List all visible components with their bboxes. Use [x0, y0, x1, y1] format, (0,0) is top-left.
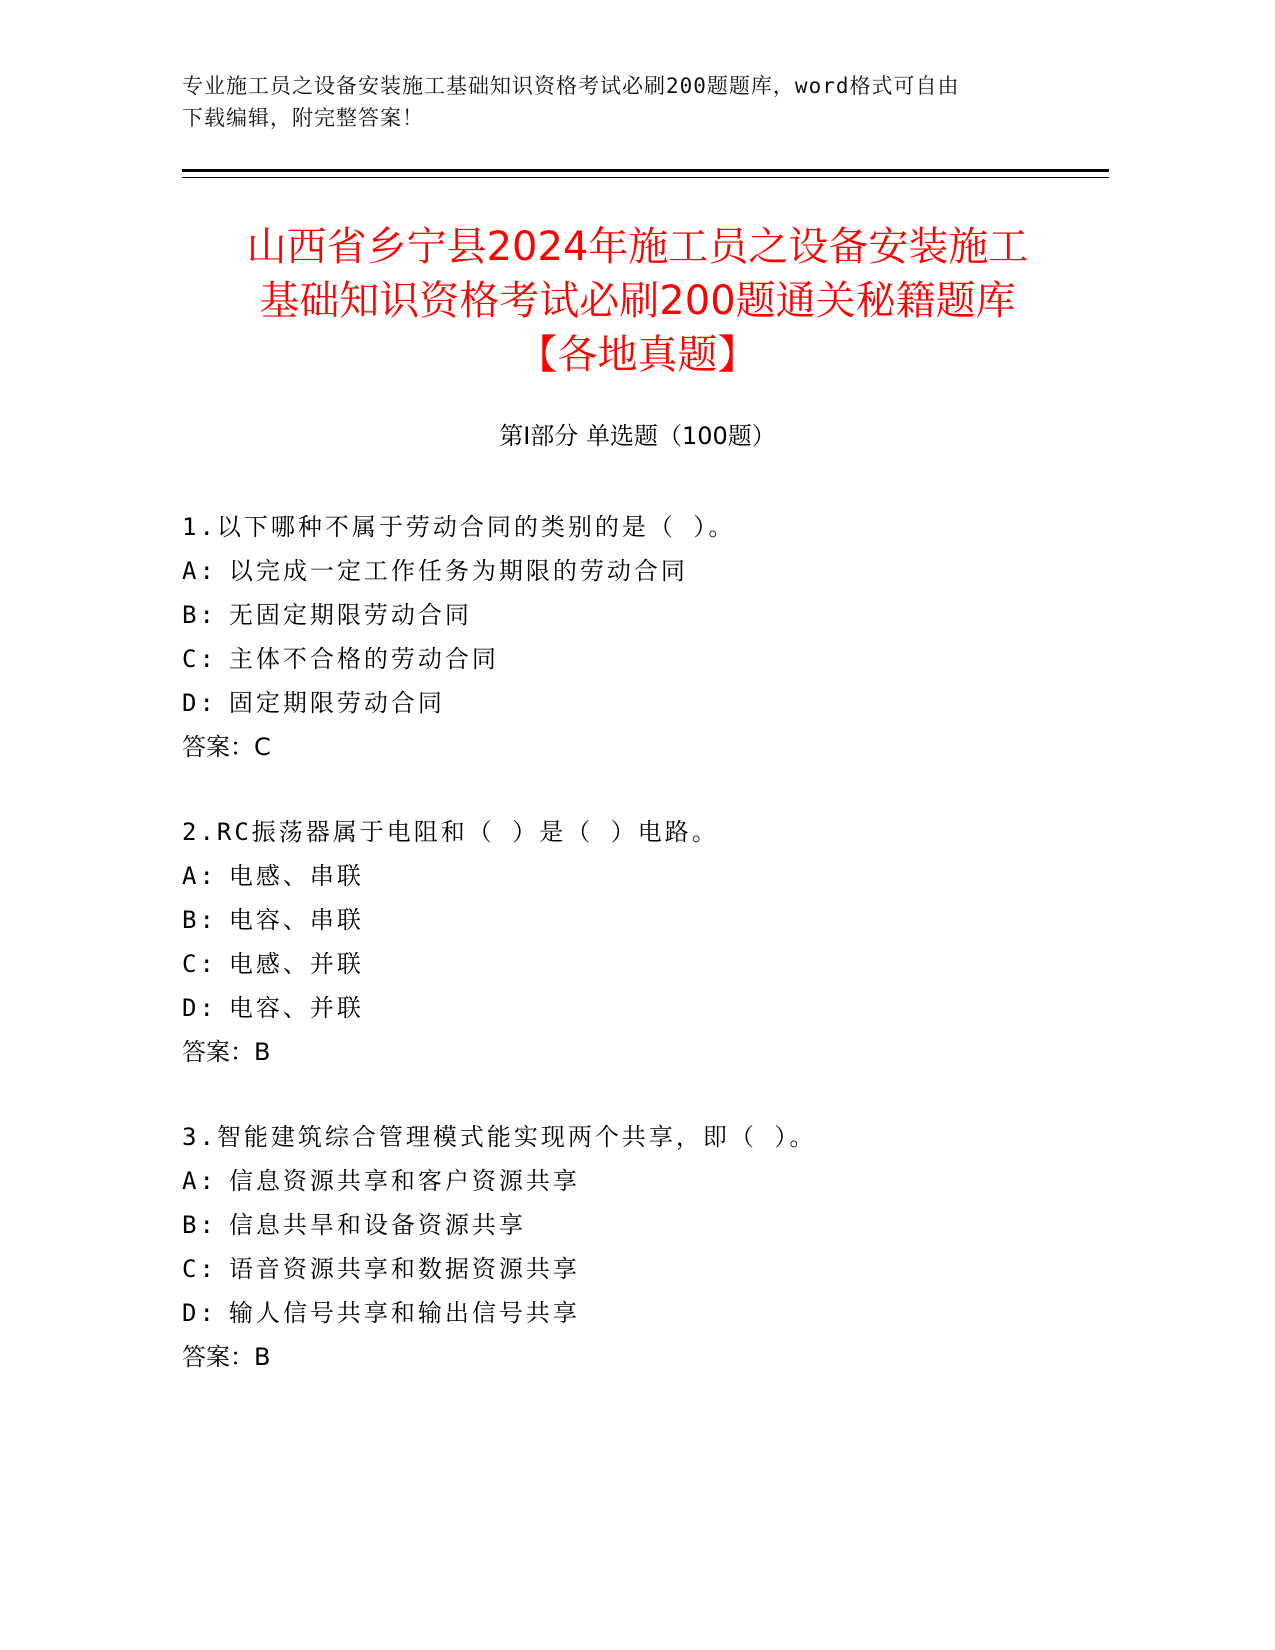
question-stem: 3.智能建筑综合管理模式能实现两个共享，即（ ）。 [182, 1123, 817, 1151]
option-label: D: [182, 1299, 217, 1327]
answer: 答案：C [182, 733, 271, 761]
option-a [182, 854, 1102, 898]
option-text: 语音资源共享和数据资源共享 [228, 1255, 580, 1283]
header-divider-thick [182, 169, 1109, 172]
option-text: 信息共旱和设备资源共享 [228, 1211, 526, 1239]
document-title [140, 220, 1135, 382]
option-text: 主体不合格的劳动合同 [228, 645, 499, 673]
option-label: D: [182, 994, 217, 1022]
option-label: A: [182, 557, 217, 585]
option-c [182, 942, 1102, 986]
section-title: 第Ⅰ部分 单选题（100题） [499, 422, 776, 450]
option-text: 电感、并联 [228, 950, 364, 978]
option-b [182, 593, 1102, 637]
option-text: 输人信号共享和输出信号共享 [228, 1299, 580, 1327]
option-text: 固定期限劳动合同 [228, 689, 445, 717]
option-d [182, 986, 1102, 1030]
option-label: B: [182, 906, 217, 934]
option-c [182, 637, 1102, 681]
header-note [182, 70, 1062, 134]
option-b [182, 898, 1102, 942]
option-text: 电感、串联 [228, 862, 364, 890]
option-d [182, 1291, 1102, 1335]
option-label: C: [182, 645, 217, 673]
option-a [182, 1159, 1102, 1203]
option-label: A: [182, 862, 217, 890]
option-d [182, 681, 1102, 725]
option-label: D: [182, 689, 217, 717]
option-text: 以完成一定工作任务为期限的劳动合同 [228, 557, 688, 585]
option-text: 信息资源共享和客户资源共享 [228, 1167, 580, 1195]
option-label: B: [182, 1211, 217, 1239]
question-list [182, 505, 1102, 1420]
question-item [182, 1115, 1102, 1379]
option-text: 电容、串联 [228, 906, 364, 934]
option-label: C: [182, 1255, 217, 1283]
option-text: 无固定期限劳动合同 [228, 601, 472, 629]
option-text: 电容、并联 [228, 994, 364, 1022]
option-b [182, 1203, 1102, 1247]
question-stem: 1.以下哪种不属于劳动合同的类别的是（ ）。 [182, 513, 736, 541]
option-label: B: [182, 601, 217, 629]
option-c [182, 1247, 1102, 1291]
document-title-line-2: 基础知识资格考试必刷200题通关秘籍题库 [259, 278, 1016, 324]
question-item [182, 810, 1102, 1074]
header-note-line-1: 专业施工员之设备安装施工基础知识资格考试必刷200题题库，word格式可自由 [182, 74, 960, 98]
answer: 答案：B [182, 1343, 271, 1371]
document-title-line-3: 【各地真题】 [517, 332, 758, 378]
option-a [182, 549, 1102, 593]
question-stem: 2.RC振荡器属于电阻和（ ）是（ ）电路。 [182, 818, 719, 846]
answer: 答案：B [182, 1038, 271, 1066]
option-label: C: [182, 950, 217, 978]
question-item [182, 505, 1102, 769]
option-label: A: [182, 1167, 217, 1195]
header-divider-thin [182, 177, 1109, 178]
header-note-line-2: 下载编辑，附完整答案！ [182, 106, 424, 130]
document-title-line-1: 山西省乡宁县2024年施工员之设备安装施工 [246, 224, 1029, 270]
